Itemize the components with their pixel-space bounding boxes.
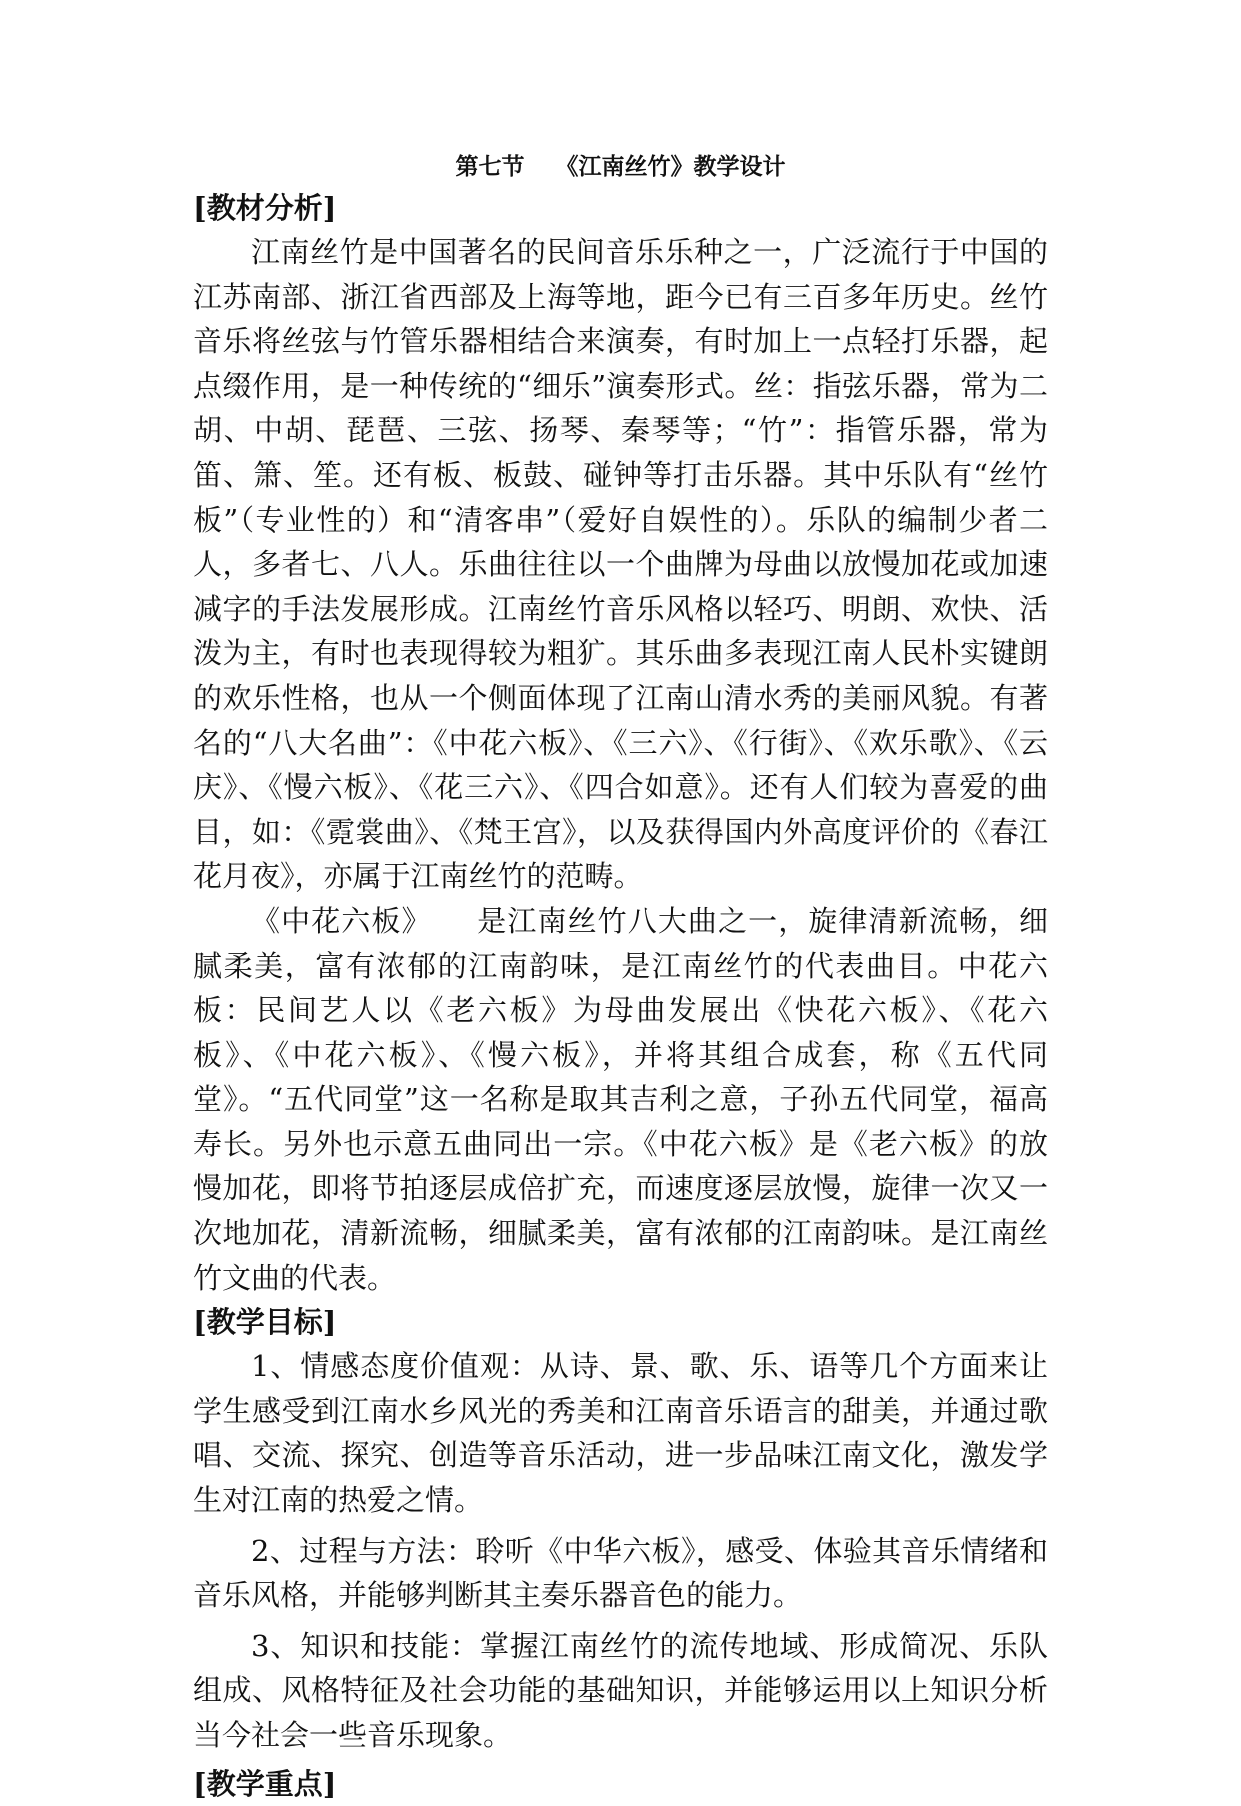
section-heading-goals: [教学目标] bbox=[193, 1305, 337, 1340]
section-goals bbox=[193, 1302, 1048, 1757]
document-body bbox=[193, 188, 1048, 1806]
goal-item-3: 3、知识和技能：掌握江南丝竹的流传地域、形成简况、乐队组成、风格特征及社会功能的基础知识，并能够运用以上知识分析当今社会一些音乐现象。 bbox=[193, 1628, 1048, 1752]
goal-item-1: 1、情感态度价值观：从诗、景、歌、乐、语等几个方面来让学生感受到江南水乡风光的秀美和江南音乐语言的甜美，并通过歌唱、交流、探究、创造等音乐活动，进一步品味江南文化，激发学生对江南的热爱之情。 bbox=[193, 1349, 1048, 1518]
analysis-paragraph-1: 江南丝竹是中国著名的民间音乐乐种之一，广泛流行于中国的江苏南部、浙江省西部及上海等地，距今已有三百多年历史。丝竹音乐将丝弦与竹管乐器相结合来演奏，有时加上一点轻打乐器，起点缀作用，是一种传统的“细乐”演奏形式。丝：指弦乐器，常为二胡、中胡、琵琶、三弦、扬琴、秦琴等；“竹”：指管乐器，常为笛、箫、笙。还有板、板鼓、碰钟等打击乐器。其中乐队有“丝竹板”（专业性的）和“清客串”（爱好自娱性的）。乐队的编制少者二人，多者七、八人。乐曲往往以一个曲牌为母曲以放慢加花或加速减字的手法发展形成。江南丝竹音乐风格以轻巧、明朗、欢快、活泼为主，有时也表现得较为粗犷。其乐曲多表现江南人民朴实键朗的欢乐性格，也从一个侧面体现了江南山清水秀的美丽风貌。有著名的“八大名曲”：《中花六板》、《三六》、《行街》、《欢乐歌》、《云庆》、《慢六板》、《花三六》、《四合如意》。还有人们较为喜爱的曲目，如：《霓裳曲》、《梵王宫》，以及获得国内外高度评价的《春江花月夜》，亦属于江南丝竹的范畴。 bbox=[193, 235, 1048, 894]
section-heading-focus: [教学重点] bbox=[193, 1766, 337, 1801]
document-title: 第七节 《江南丝竹》教学设计 bbox=[455, 153, 786, 180]
goal-item-2: 2、过程与方法：聆听《中华六板》，感受、体验其音乐情绪和音乐风格，并能够判断其主奏乐器音色的能力。 bbox=[193, 1533, 1048, 1613]
section-heading-analysis: [教材分析] bbox=[193, 191, 337, 225]
section-focus bbox=[193, 1764, 1048, 1804]
section-analysis bbox=[193, 188, 1048, 1300]
analysis-paragraph-2: 《中花六板》 是江南丝竹八大曲之一，旋律清新流畅，细腻柔美，富有浓郁的江南韵味，是江南丝竹的代表曲目。中花六板：民间艺人以《老六板》为母曲发展出《快花六板》、《花六板》、《中花六板》、《慢六板》，并将其组合成套，称《五代同堂》。“五代同堂”这一名称是取其吉利之意，子孙五代同堂，福高寿长。另外也示意五曲同出一宗。《中花六板》是《老六板》的放慢加花，即将节拍逐层成倍扩充，而速度逐层放慢，旋律一次又一次地加花，清新流畅，细腻柔美，富有浓郁的江南韵味。是江南丝竹文曲的代表。 bbox=[193, 903, 1048, 1295]
